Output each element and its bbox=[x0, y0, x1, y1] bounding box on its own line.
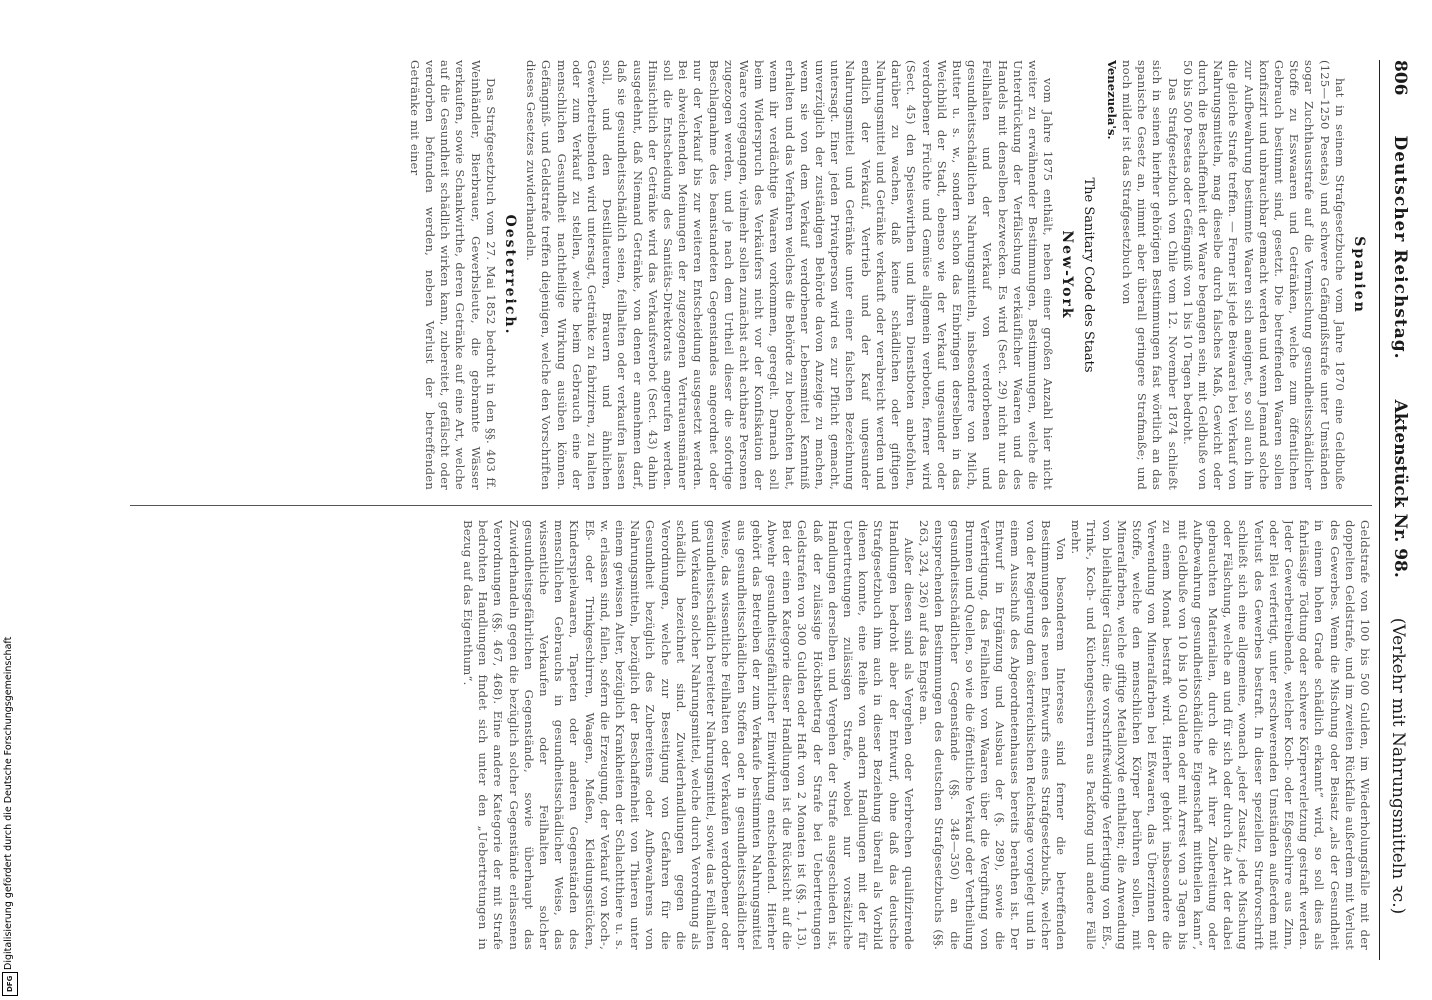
digitization-note: Digitalisierung gefördert durch die Deutsche Forschungsgemeinschaft bbox=[3, 636, 14, 970]
rotated-page-content bbox=[120, 40, 1420, 980]
section-title-austria: Oesterreich. bbox=[502, 214, 519, 336]
journal-title: Deutscher Reichstag. bbox=[1390, 135, 1410, 360]
section-text-new-york: vom Jahre 1875 enthält, neben einer großen Anzahl hier nicht weiter zu erwähnender Bestimmungen, Bestimmungen, welche die Unterdrückung der Verfälschung verkäuflicher Waaren und des Handels mit denselben bezwecken. Es wird (Sect. 29) nicht nur das Feilhalten und der Verkauf von verdorbenen und gesundheitsschädlichen Nahrungsmitteln, insbesondere von Milch, Butter u. s. w., sondern schon das Einbringen derselben in das Weichbild der Stadt, ebenso wie der Verkauf ungesunder oder verdorbener Früchte und Gemüse allgemein verboten, ferner wird (Sect. 45) den Speisewirthen und ihren Dienstboten anbefohlen, darüber zu wachen, daß keine schädlichen oder giftigen Nahrungsmittel und Getränke verkauft oder verabreicht werden und endlich der Verkauf, Vertrieb und der Kauf ungesunder Nahrungsmittel und Getränke unter einer falschen Bezeichnung untersagt. Einer jeden Privatperson wird es zur Pflicht gemacht, unverzüglich der zuständigen Behörde davon Anzeige zu machen, wenn sie von dem Verkauf verdorbener Lebensmittel Kenntniß erhalten und das Verfahren welches die Behörde zu beobachten hat, wenn ihr verdächtige Waaren vorkommen, geregelt. Darnach soll beim Widerspruch des Verkäufers nicht vor der Konfiskation der Waare vorgegangen, vielmehr sollen zunächst acht achtbare Personen zugezogen werden, und je nach dem Urtheil dieser die sofortige Beschlagnahme des beanstandeten Gegenstandes angeordnet oder nur der Verkauf bis zur weiteren Entscheidung ausgesetzt werden. Bei abweichenden Meinungen der zugezogenen Vertrauensmänner soll die Entscheidung des Sanitäts-Direktorats angerufen werden. Hinsichtlich der Getränke wird das Verkaufsverbot (Sect. 43) dahin ausgedehnt, daß Niemand Getränke, von denen er annehmen darf, daß sie gesundheitsschädlich seien, feilhalten oder verkaufen lassen soll, und den Destillateuren, Brauern und ähnlichen Gewerbetreibenden wird untersagt, Getränke zu fabriziren, zu halten oder zum Verkauf zu stellen, welche beim Gebrauch eine der menschlichen Gesundheit nachtheilige Wirkung ausüben können. Gefängniß- und Geldstrafe treffen diejenigen, welche den Vorschriften dieses Gesetzes zuwiderhandeln. bbox=[524, 60, 1056, 490]
digitization-footer bbox=[0, 0, 18, 1000]
section-text-spain: hat in seinem Strafgesetzbuche vom Jahre 1870 eine Geldbuße (125—1250 Pesetas) und schwere Gefängnißstrafe unter Umständen sogar Zuchthausstrafe auf die Vermischung gesundheitsschädlicher Stoffe zu Esswaaren und Getränken, welche zum öffentlichen Gebrauch bestimmt sind, gesetzt. Die betreffenden Waaren sollen konfiszirt und unbrauchbar gemacht werden und wenn Jemand solche zur Aufbewahrung bestimmte Waaren sich aneignet, so soll auch ihn die gleiche Strafe treffen. — Ferner ist jede Beiwaarei bei Verkauf von Nahrungsmitteln, mag dieselbe durch falsches Maß, Gewicht oder durch die Beschaffenheit der Waare begangen sein, mit Geldbuße von 50 bis 500 Pesetas oder Gefängniß von 1 bis 10 Tagen bedroht. bbox=[1180, 60, 1347, 490]
left-column bbox=[130, 60, 1372, 490]
dfg-logo: DFG bbox=[2, 972, 18, 996]
paragraph-3: Außer diesen sind als Vergehen oder Verbrechen qualifizirende Handlungen bedroht aber der Entwurf, ohne daß das deutsche Strafgesetzbuch ihm auch in dieser Beziehung überall als Vorbild dienen konnte, eine Reihe von andern Handlungen mit der für Uebertretungen zulässigen Strafe, wobei nur vorsätzliche Handlungen derselben und Vergehen der Strafe ausgeschieden ist, daß der zulässige Höchstbetrag der Strafe bei Uebertretungen Geldstrafen von 300 Gulden oder Haft von 2 Monaten ist (§§. 1, 13). Bei der einen Kategorie dieser Handlungen ist die Rücksicht auf die Abwehr gesundheitsgefährlicher Einwirkung entscheidend. Hierher gehört das Betreiben der zum Verkaufe bestimmten Nahrungsmittel aus gesundheitsschädlichen Stoffen oder in gesundheitsschädlicher Weise, das wissentliche Feilhalten oder Verkaufen verdorbener oder gesundheitsschädlich bereiteter Nahrungsmittel, sowie das Feilhalten und Verkaufen solcher Nahrungsmittel, welche durch Verordnung als schädlich bezeichnet sind. Zuwiderhandlungen gegen die Verordnungen, welche zur Beseitigung von Gefahren für die Gesundheit bezüglich des Zubereitens oder Aufbewahrens von Nahrungsmitteln, bezüglich der Beschaffenheit von Thieren unter einem gewissen Alter, bezüglich Krankheiten der Schlachtthiere u. s. w. erlassen sind, fallen, sofern die Erzeugung, der Verkauf von Koch-, Eß- oder Trinkgeschirren, Waagen, Maßen, Kleidungsstücken, Kinderspielwaaren, Tapeten oder anderen Gegenständen des menschlichen Gebrauchs in gesundheitsschädlicher Weise, das wissentliche Verkaufen oder Feilhalten solcher gesundheitsgefährlichen Gegenstände, sowie überhaupt das Zuwiderhandeln gegen die bezüglich solcher Gegenstände erlassenen Verordnungen (§§. 467, 468). Eine andere Kategorie der mit Strafe bedrohten Handlungen findet sich unter den „Uebertretungen in Bezug auf das Eigenthum“. bbox=[461, 520, 916, 950]
paragraph-2: Von besonderem Interesse sind ferner die betreffenden Bestimmungen des neuen Entwurfs eines Strafgesetzbuchs, welcher von der Regierung dem österreichischen Reichstage vorgelegt und in einem Ausschuß des Abgeordnetenhauses bereits berathen ist. Der Entwurf in Ergänzung und Ausbau der (§. 289), sowie die Verfertigung, das Feilhalten von Waaren über die Vergiftung von Brunnen und Quellen, so wie die öffentliche Verkauf oder Vertheilung gesundheitsschädlicher Gegenstände (§§. 348—350) an die entsprechenden Bestimmungen des deutschen Strafgesetzbuchs (§§. 263, 324, 326) auf das Engste an. bbox=[917, 520, 1068, 950]
section-subhead-sanitary-code: The Sanitary Code des Staats bbox=[1080, 177, 1096, 373]
section-title-spain: Spanien bbox=[1351, 236, 1367, 314]
page-number: 806 bbox=[1390, 60, 1410, 96]
section-title-venezuela: Venezuela's. bbox=[1104, 60, 1119, 140]
issue-number: Aktenstück Nr. 98. bbox=[1390, 399, 1410, 578]
document-subject: (Verkehr mit Nahrungsmitteln ꝛc.) bbox=[1388, 617, 1409, 915]
paragraph-1: Geldstrafe von 100 bis 500 Gulden, im Wiederholungsfalle mit der doppelten Geldstrafe, und im zweiten Rückfalle außerdem mit Verlust des Gewerbes. Wenn die Mischung oder Beisatz „als der Gesundheit in einem hohen Grade schädlich erkannt“ wird, so soll dies als fahrlässige Tödtung oder schwere Körperverletzung gestraft werden. Jeder Gewerbetreibende, welcher Koch- oder Eßgeschirre aus Zinn, oder Blei verfertigt, unter erschwerenden Umständen außerdem mit Verlust des Gewerbes bestraft. In dieser speziellen Strafvorschrift schließt sich eine allgemeine, wonach „jeder Zusatz, jede Mischung oder Fälschung, welche an und für sich oder durch die Art der dabei gebrauchten Materialien, durch die Art ihrer Zubereitung oder Aufbewahrung gesundheitsschädliche Eigenschaft mittheilen kann“, mit Geldbuße von 10 bis 100 Gulden oder mit Arrest von 3 Tagen bis zu einem Monat bestraft wird. Hierher gehört insbesondere die Verwendung von Mineralfarben bei Eßwaaren, das Überzinnen der Stoffe, welche den menschlichen Körper berühren sollen, mit Mineralfarben, welche giftige Metalloxyde enthalten; die Anwendung von bleihaltiger Glasur; die vorschriftswidrige Verfertigung von Eß-, Trink-, Koch- und Küchengeschirren aus Packfong und andere Fälle mehr. bbox=[1069, 520, 1372, 950]
section-text-austria: Das Strafgesetzbuch vom 27. Mai 1852 bedroht in den §§. 403 ff. Weinhändler, Bierbrauer, Gewerbsleute, die gebrannte Wässer verkaufen, sowie Schankwirthe, deren Getränke auf eine Art, welche auf die Gesundheit schädlich wirken kann, zubereitet, gefälscht oder verdorben befunden werden, neben Verlust der betreffenden Getränke mit einer bbox=[407, 60, 498, 490]
section-title-new-york: New-York bbox=[1059, 230, 1076, 320]
column-divider bbox=[130, 505, 1372, 506]
scanned-page bbox=[120, 40, 1420, 980]
page-header bbox=[1379, 60, 1420, 960]
right-column bbox=[130, 520, 1372, 950]
section-text-chile: Das Strafgesetzbuch von Chile vom 12. November 1874 schließt sich in seinen hierher gehörigen Bestimmungen fast wörtlich an das spanische Gesetz an, nimmt aber überall geringere Strafmaße; und noch milder ist das Strafgesetzbuch von bbox=[1119, 60, 1180, 490]
